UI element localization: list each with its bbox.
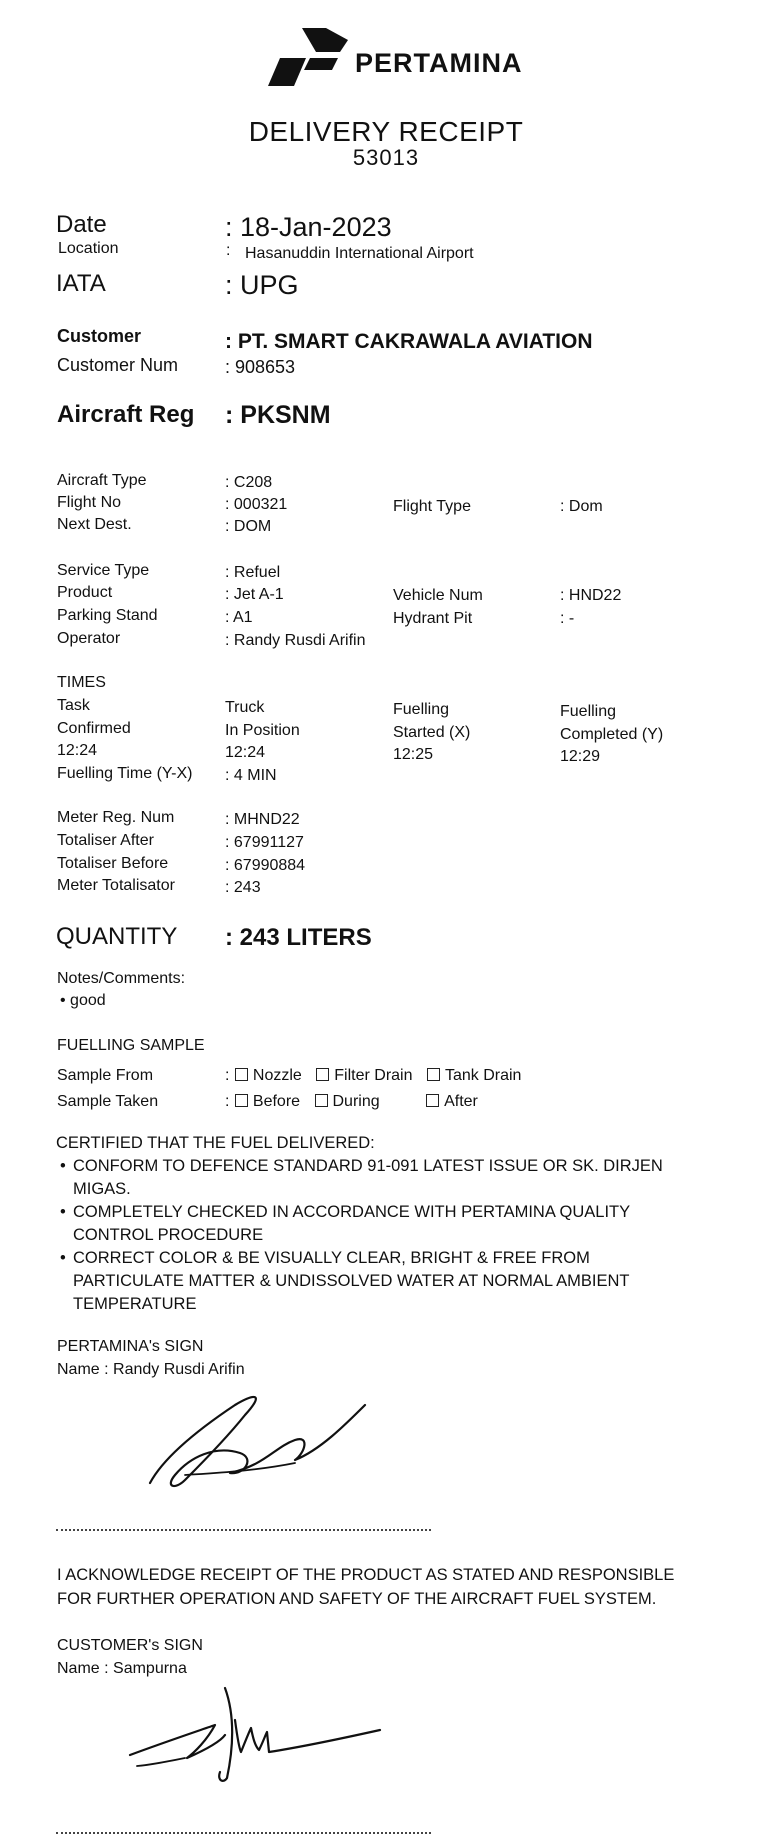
service-type-label: Service Type [57, 562, 150, 579]
location-colon: : [226, 242, 231, 259]
sample-from-colon: : [225, 1067, 230, 1084]
parking-stand-value: : A1 [225, 609, 253, 626]
vehicle-num-label: Vehicle Num [393, 587, 483, 604]
sample-from-options [225, 1067, 521, 1085]
certification-heading: CERTIFIED THAT THE FUEL DELIVERED: [56, 1134, 375, 1152]
aircraft-reg-value: : PKSNM [225, 401, 331, 429]
location-label: Location [58, 240, 119, 257]
date-value: : 18-Jan-2023 [225, 212, 392, 242]
certification-list [56, 1155, 696, 1316]
during-label: During [332, 1093, 380, 1110]
nozzle-checkbox[interactable] [235, 1068, 248, 1081]
document-title: DELIVERY RECEIPT [248, 116, 524, 147]
filter-drain-label: Filter Drain [334, 1067, 413, 1084]
vehicle-num-value: : HND22 [560, 587, 622, 604]
next-dest-label: Next Dest. [57, 516, 132, 533]
times-col1-time: 12:24 [57, 742, 98, 759]
notes-item: • good [60, 992, 106, 1009]
times-heading: TIMES [57, 674, 106, 691]
operator-value: : Randy Rusdi Arifin [225, 632, 366, 649]
times-col4-line2: Completed (Y) [560, 726, 664, 743]
pertamina-signature-line [56, 1529, 431, 1531]
times-col2-time: 12:24 [225, 744, 266, 761]
fuelling-time-value: : 4 MIN [225, 767, 277, 784]
iata-value: : UPG [225, 270, 299, 300]
pertamina-sign-heading: PERTAMINA's SIGN [57, 1338, 204, 1355]
meter-reg-label: Meter Reg. Num [57, 809, 175, 826]
after-label: After [444, 1093, 478, 1110]
tank-drain-checkbox[interactable] [427, 1068, 440, 1081]
quantity-label: QUANTITY [56, 923, 178, 950]
certification-block [56, 1132, 696, 1316]
customer-label: Customer [57, 326, 142, 346]
product-value: : Jet A-1 [225, 586, 284, 603]
sample-taken-colon: : [225, 1093, 230, 1110]
sample-taken-options [225, 1093, 478, 1111]
sample-from-label: Sample From [57, 1067, 154, 1084]
pertamina-sign-name: Name : Randy Rusdi Arifin [57, 1361, 245, 1378]
customer-num-label: Customer Num [57, 355, 179, 375]
quantity-value: : 243 LITERS [225, 924, 372, 951]
service-type-value: : Refuel [225, 564, 281, 581]
pertamina-signature-icon [145, 1385, 385, 1495]
flight-no-label: Flight No [57, 494, 122, 511]
times-col2-line1: Truck [225, 699, 265, 716]
operator-label: Operator [57, 630, 121, 647]
times-col3-line1: Fuelling [393, 701, 450, 718]
location-value: Hasanuddin International Airport [245, 245, 474, 262]
customer-sign-name: Name : Sampurna [57, 1660, 187, 1677]
customer-sign-heading: CUSTOMER's SIGN [57, 1637, 203, 1654]
before-checkbox[interactable] [235, 1094, 248, 1107]
notes-label: Notes/Comments: [57, 970, 186, 987]
customer-num-value: : 908653 [225, 357, 296, 377]
tank-drain-label: Tank Drain [444, 1067, 522, 1084]
aircraft-type-value: : C208 [225, 474, 273, 491]
customer-signature-icon [125, 1680, 385, 1790]
filter-drain-checkbox[interactable] [316, 1068, 329, 1081]
customer-value: : PT. SMART CAKRAWALA AVIATION [225, 330, 593, 353]
customer-signature-line [56, 1832, 431, 1834]
fuelling-sample-heading: FUELLING SAMPLE [57, 1037, 205, 1054]
times-col4-line1: Fuelling [560, 703, 617, 720]
product-label: Product [57, 584, 113, 601]
certification-item: • COMPLETELY CHECKED IN ACCORDANCE WITH PERTAMINA QUALITY CONTROL PROCEDURE [56, 1201, 663, 1247]
certification-item: • CORRECT COLOR & BE VISUALLY CLEAR, BRIGHT & FREE FROM PARTICULATE MATTER & UNDISSOLVED WATER AT NORMAL AMBIENT TEMPERATURE [56, 1247, 653, 1316]
times-col1-line2: Confirmed [57, 720, 131, 737]
brand-name: PERTAMINA [355, 48, 523, 78]
during-checkbox[interactable] [315, 1094, 328, 1107]
aircraft-type-label: Aircraft Type [57, 472, 147, 489]
meter-reg-value: : MHND22 [225, 811, 300, 828]
totaliser-after-label: Totaliser After [57, 832, 154, 849]
aircraft-reg-label: Aircraft Reg [57, 401, 195, 428]
before-label: Before [252, 1093, 301, 1110]
times-col4-time: 12:29 [560, 748, 601, 765]
flight-type-value: : Dom [560, 498, 603, 515]
document-number: 53013 [352, 145, 420, 170]
flight-type-label: Flight Type [393, 498, 471, 515]
totaliser-before-value: : 67990884 [225, 857, 306, 874]
nozzle-label: Nozzle [252, 1067, 302, 1084]
hydrant-pit-label: Hydrant Pit [393, 610, 473, 627]
meter-totalisator-value: : 243 [225, 879, 261, 896]
times-col2-line2: In Position [225, 722, 300, 739]
acknowledge-line-2: FOR FURTHER OPERATION AND SAFETY OF THE AIRCRAFT FUEL SYSTEM. [57, 1590, 657, 1608]
sample-taken-label: Sample Taken [57, 1093, 159, 1110]
next-dest-value: : DOM [225, 518, 272, 535]
iata-label: IATA [56, 270, 106, 297]
parking-stand-label: Parking Stand [57, 607, 158, 624]
totaliser-before-label: Totaliser Before [57, 855, 169, 872]
meter-totalisator-label: Meter Totalisator [57, 877, 175, 894]
acknowledge-line-1: I ACKNOWLEDGE RECEIPT OF THE PRODUCT AS STATED AND RESPONSIBLE [57, 1566, 675, 1584]
hydrant-pit-value: : - [560, 610, 575, 627]
times-col3-line2: Started (X) [393, 724, 471, 741]
times-col3-time: 12:25 [393, 746, 434, 763]
certification-item: • CONFORM TO DEFENCE STANDARD 91-091 LATEST ISSUE OR SK. DIRJEN MIGAS. [56, 1155, 693, 1201]
after-checkbox[interactable] [426, 1094, 439, 1107]
totaliser-after-value: : 67991127 [225, 834, 304, 851]
date-label: Date [56, 211, 107, 238]
flight-no-value: : 000321 [225, 496, 288, 513]
fuelling-time-label: Fuelling Time (Y-X) [57, 765, 193, 782]
times-col1-line1: Task [57, 697, 90, 714]
